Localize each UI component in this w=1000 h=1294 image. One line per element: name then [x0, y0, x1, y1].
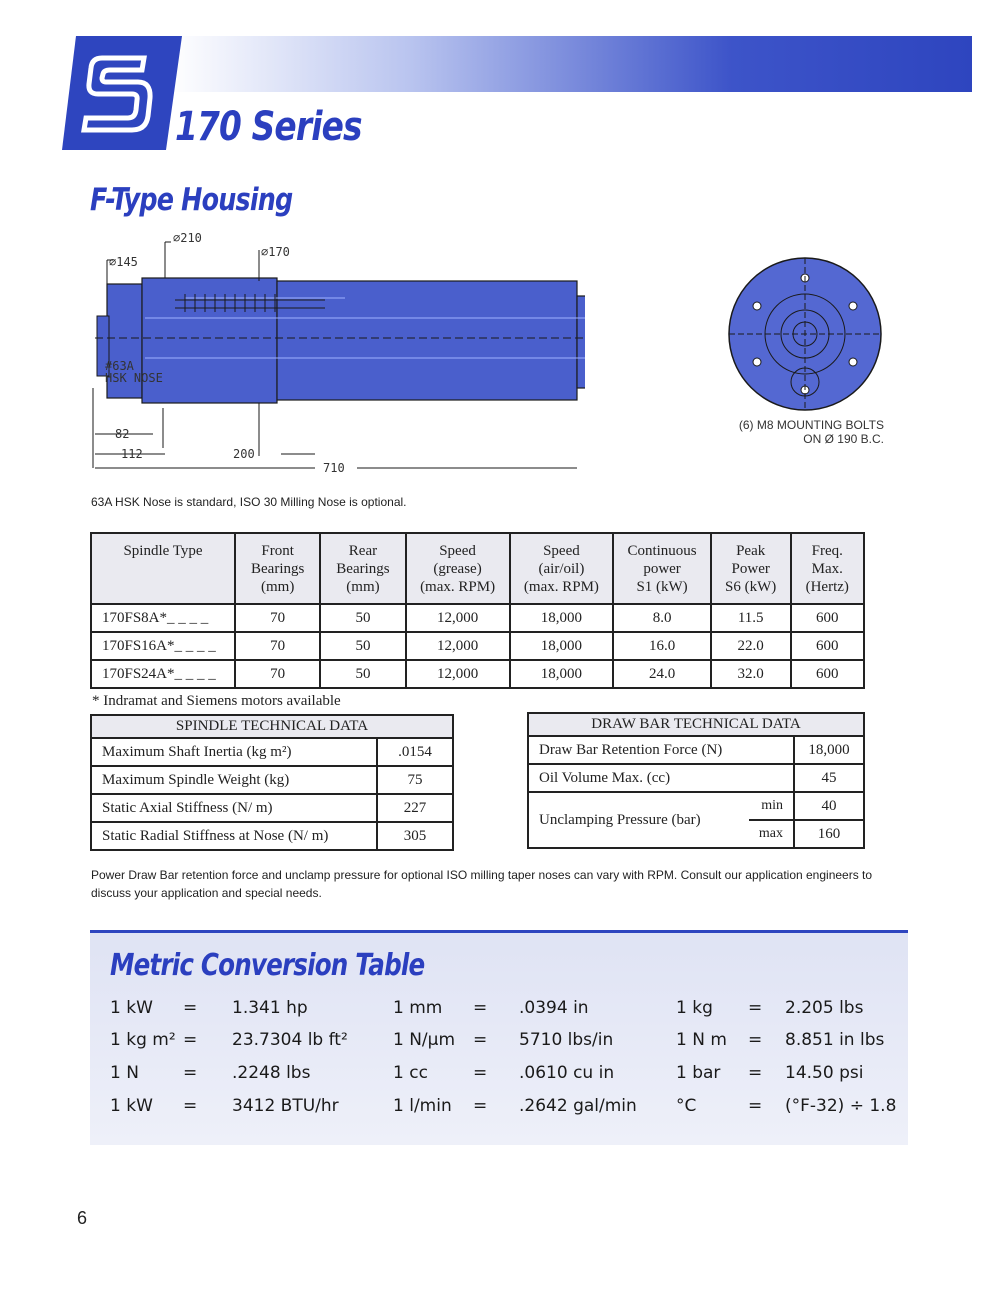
table-cell: 18,000 — [510, 660, 614, 688]
table-cell: 50 — [320, 604, 405, 632]
column-header-line: Peak — [736, 542, 766, 559]
conversion-value: 23.7304 lb ft² — [232, 1030, 348, 1050]
table-cell: 12,000 — [406, 604, 510, 632]
conversion-unit: 1 N — [110, 1063, 139, 1083]
conversion-value: 1.341 hp — [232, 998, 308, 1018]
header-banner — [170, 36, 972, 92]
spindle-type-cell: 170FS8A*_ _ _ _ — [91, 604, 235, 632]
conversion-unit: 1 kW — [110, 998, 153, 1018]
retention-label: Draw Bar Retention Force (N) — [528, 736, 794, 764]
column-header — [613, 533, 710, 604]
min-value: 40 — [794, 792, 864, 820]
power-draw-bar-note: Power Draw Bar retention force and unclamp pressure for optional ISO milling taper noses can vary with RPM. Consult our application engineers to discuss your application and special needs. — [91, 868, 873, 900]
conversion-value: 14.50 psi — [785, 1063, 864, 1083]
column-header — [91, 533, 235, 604]
column-header-line: Bearings — [251, 560, 305, 577]
dim-112: 112 — [121, 447, 143, 461]
table-cell: 12,000 — [406, 632, 510, 660]
motor-footnote: * Indramat and Siemens motors available — [92, 693, 341, 709]
unclamp-label: Unclamping Pressure (bar) — [528, 792, 749, 848]
conversion-unit: 1 kg m² — [110, 1030, 176, 1050]
column-header-line: S1 (kW) — [636, 578, 688, 595]
column-header-line: Speed — [543, 542, 580, 559]
oil-volume-label: Oil Volume Max. (cc) — [528, 764, 794, 792]
conversion-unit: 1 kg — [676, 998, 713, 1018]
column-header-line: (air/oil) — [538, 560, 585, 577]
table-row — [91, 632, 864, 660]
min-label: min — [749, 792, 794, 820]
table-cell: 50 — [320, 632, 405, 660]
tech-value: 305 — [377, 822, 453, 850]
conversion-equals: = — [183, 1063, 198, 1083]
bolt-note-line-2: ON Ø 190 B.C. — [803, 432, 884, 446]
mounting-bolt-note — [700, 418, 884, 446]
column-header-line: S6 (kW) — [725, 578, 777, 595]
conversion-unit: 1 N m — [676, 1030, 727, 1050]
conversion-equals: = — [748, 1063, 763, 1083]
dim-710: 710 — [323, 461, 345, 475]
spindle-side-view-drawing — [85, 228, 585, 478]
column-header — [406, 533, 510, 604]
conversion-equals: = — [748, 998, 763, 1018]
column-header-line: Max. — [811, 560, 843, 577]
spindle-tech-title: SPINDLE TECHNICAL DATA — [91, 715, 453, 738]
conversion-equals: = — [748, 1096, 763, 1116]
oil-volume-value: 45 — [794, 764, 864, 792]
table-row — [91, 822, 453, 850]
conversion-unit: 1 l/min — [393, 1096, 452, 1116]
column-header — [791, 533, 864, 604]
dim-210: ⌀210 — [173, 231, 202, 245]
column-header-line: (grease) — [433, 560, 482, 577]
nose-label-1: #63A — [105, 359, 134, 373]
conversion-equals: = — [473, 1063, 488, 1083]
table-cell: 50 — [320, 660, 405, 688]
tech-value: 75 — [377, 766, 453, 794]
section-title: F-Type Housing — [90, 182, 293, 218]
column-header — [320, 533, 405, 604]
table-row — [91, 660, 864, 688]
conversion-value: 2.205 lbs — [785, 998, 864, 1018]
table-cell: 600 — [791, 660, 864, 688]
max-label: max — [749, 820, 794, 848]
company-logo — [62, 36, 182, 150]
column-header-line: Spindle Type — [123, 543, 203, 559]
bolt-note-line-1: (6) M8 MOUNTING BOLTS — [738, 418, 884, 432]
column-header-line: (mm) — [261, 578, 295, 595]
dim-170: ⌀170 — [261, 245, 290, 259]
conversion-equals: = — [183, 998, 198, 1018]
table-cell: 70 — [235, 660, 320, 688]
tech-label: Static Radial Stiffness at Nose (N/ m) — [91, 822, 377, 850]
series-title: 170 Series — [175, 104, 362, 150]
column-header-line: (max. RPM) — [420, 578, 496, 595]
table-cell: 600 — [791, 604, 864, 632]
table-cell: 600 — [791, 632, 864, 660]
nose-label-2: HSK NOSE — [105, 371, 163, 385]
column-header-line: (max. RPM) — [523, 578, 599, 595]
conversion-unit: 1 mm — [393, 998, 443, 1018]
conversion-value: 5710 lbs/in — [519, 1030, 614, 1050]
conversion-equals: = — [748, 1030, 763, 1050]
tech-label: Maximum Shaft Inertia (kg m²) — [91, 738, 377, 766]
spindle-type-cell: 170FS16A*_ _ _ _ — [91, 632, 235, 660]
table-cell: 22.0 — [711, 632, 791, 660]
draw-bar-technical-data-table — [527, 712, 865, 849]
dim-82: 82 — [115, 427, 130, 441]
conversion-equals: = — [183, 1096, 198, 1116]
max-value: 160 — [794, 820, 864, 848]
conversion-value: .2248 lbs — [232, 1063, 311, 1083]
tech-label: Maximum Spindle Weight (kg) — [91, 766, 377, 794]
conversion-unit: 1 cc — [393, 1063, 428, 1083]
page-number: 6 — [77, 1208, 88, 1228]
column-header-line: power — [643, 560, 681, 577]
column-header-line: Bearings — [336, 560, 390, 577]
spindle-spec-table — [90, 532, 865, 689]
retention-value: 18,000 — [794, 736, 864, 764]
conversion-title: Metric Conversion Table — [110, 948, 425, 983]
column-header-line: (Hertz) — [805, 578, 849, 595]
table-row — [91, 794, 453, 822]
nose-note: 63A HSK Nose is standard, ISO 30 Milling Nose is optional. — [91, 495, 407, 509]
table-row — [91, 766, 453, 794]
column-header-line: Continuous — [627, 542, 697, 559]
table-row — [528, 792, 864, 820]
table-cell: 32.0 — [711, 660, 791, 688]
spindle-end-view-drawing — [725, 254, 885, 414]
table-cell: 24.0 — [613, 660, 710, 688]
conversion-unit: °C — [676, 1096, 697, 1116]
conversion-equals: = — [473, 1096, 488, 1116]
conversion-value: 8.851 in lbs — [785, 1030, 885, 1050]
table-cell: 70 — [235, 604, 320, 632]
column-header — [711, 533, 791, 604]
column-header-line: Speed — [439, 542, 476, 559]
column-header-line: (mm) — [346, 578, 380, 595]
table-cell: 70 — [235, 632, 320, 660]
table-row — [528, 736, 864, 764]
conversion-equals: = — [473, 1030, 488, 1050]
table-row — [91, 738, 453, 766]
dim-145: ⌀145 — [109, 255, 138, 269]
table-row — [91, 604, 864, 632]
conversion-value: .0610 cu in — [519, 1063, 615, 1083]
table-cell: 8.0 — [613, 604, 710, 632]
tech-value: .0154 — [377, 738, 453, 766]
table-cell: 16.0 — [613, 632, 710, 660]
table-cell: 11.5 — [711, 604, 791, 632]
conversion-equals: = — [473, 998, 488, 1018]
table-row — [528, 764, 864, 792]
conversion-value: .2642 gal/min — [519, 1096, 637, 1116]
dim-200: 200 — [233, 447, 255, 461]
conversion-unit: 1 bar — [676, 1063, 721, 1083]
column-header-line: Power — [731, 560, 770, 577]
draw-bar-title: DRAW BAR TECHNICAL DATA — [528, 713, 864, 736]
table-cell: 18,000 — [510, 632, 614, 660]
spindle-technical-data-table — [90, 714, 454, 851]
conversion-value: 3412 BTU/hr — [232, 1096, 339, 1116]
spindle-type-cell: 170FS24A*_ _ _ _ — [91, 660, 235, 688]
tech-label: Static Axial Stiffness (N/ m) — [91, 794, 377, 822]
table-cell: 12,000 — [406, 660, 510, 688]
column-header — [235, 533, 320, 604]
column-header — [510, 533, 614, 604]
conversion-value: .0394 in — [519, 998, 589, 1018]
column-header-line: Freq. — [811, 542, 843, 559]
conversion-unit: 1 kW — [110, 1096, 153, 1116]
conversion-equals: = — [183, 1030, 198, 1050]
table-cell: 18,000 — [510, 604, 614, 632]
column-header-line: Front — [261, 542, 294, 559]
column-header-line: Rear — [348, 542, 378, 559]
conversion-unit: 1 N/µm — [393, 1030, 456, 1050]
tech-value: 227 — [377, 794, 453, 822]
conversion-value: (°F-32) ÷ 1.8 — [785, 1096, 897, 1116]
